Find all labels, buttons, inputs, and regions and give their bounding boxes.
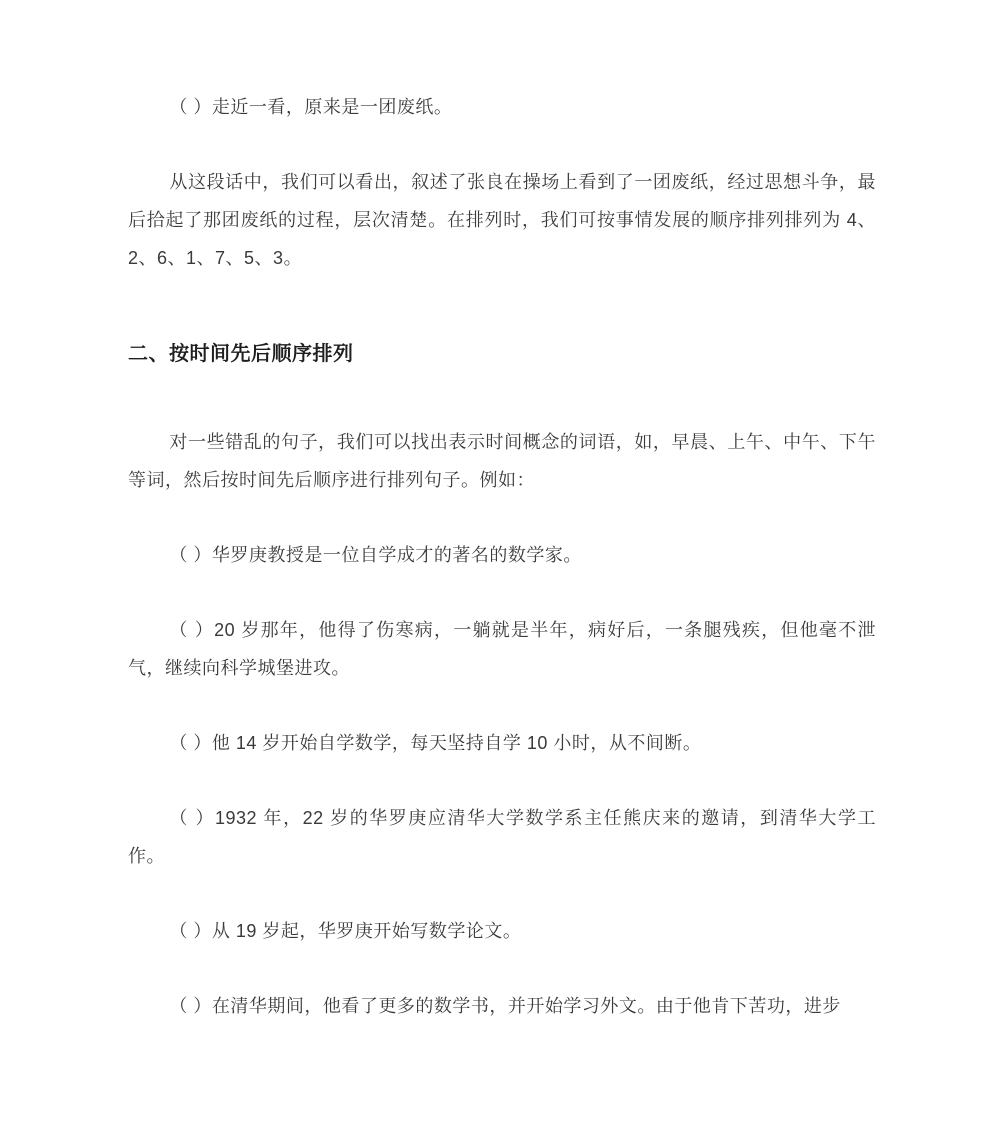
section-heading: 二、按时间先后顺序排列 [128, 343, 354, 365]
exercise-item: （ ）1932 年，22 岁的华罗庚应清华大学数学系主任熊庆来的邀请，到清华大学工作。 [128, 808, 876, 866]
exercise-item: （ ）他 14 岁开始自学数学，每天坚持自学 10 小时，从不间断。 [169, 733, 702, 753]
exercise-item: （ ）在清华期间，他看了更多的数学书，并开始学习外文。由于他肯下苦功，进步 [169, 996, 841, 1016]
instruction-paragraph: 对一些错乱的句子，我们可以找出表示时间概念的词语，如，早晨、上午、中午、下午等词，然后按时间先后顺序进行排列句子。例如： [128, 432, 876, 490]
exercise-item: （ ）从 19 岁起，华罗庚开始写数学论文。 [169, 921, 522, 941]
exercise-item: （ ）20 岁那年，他得了伤寒病，一躺就是半年，病好后，一条腿残疾，但他毫不泄气，继续向科学城堡进攻。 [128, 620, 876, 678]
exercise-item: （ ）华罗庚教授是一位自学成才的著名的数学家。 [169, 545, 582, 565]
explanation-paragraph: 从这段话中，我们可以看出，叙述了张良在操场上看到了一团废纸，经过思想斗争，最后拾起了那团废纸的过程，层次清楚。在排列时，我们可按事情发展的顺序排列排列为 4、2、6、1、7、5、3。 [128, 172, 876, 268]
exercise-item: （ ）走近一看，原来是一团废纸。 [169, 97, 453, 117]
